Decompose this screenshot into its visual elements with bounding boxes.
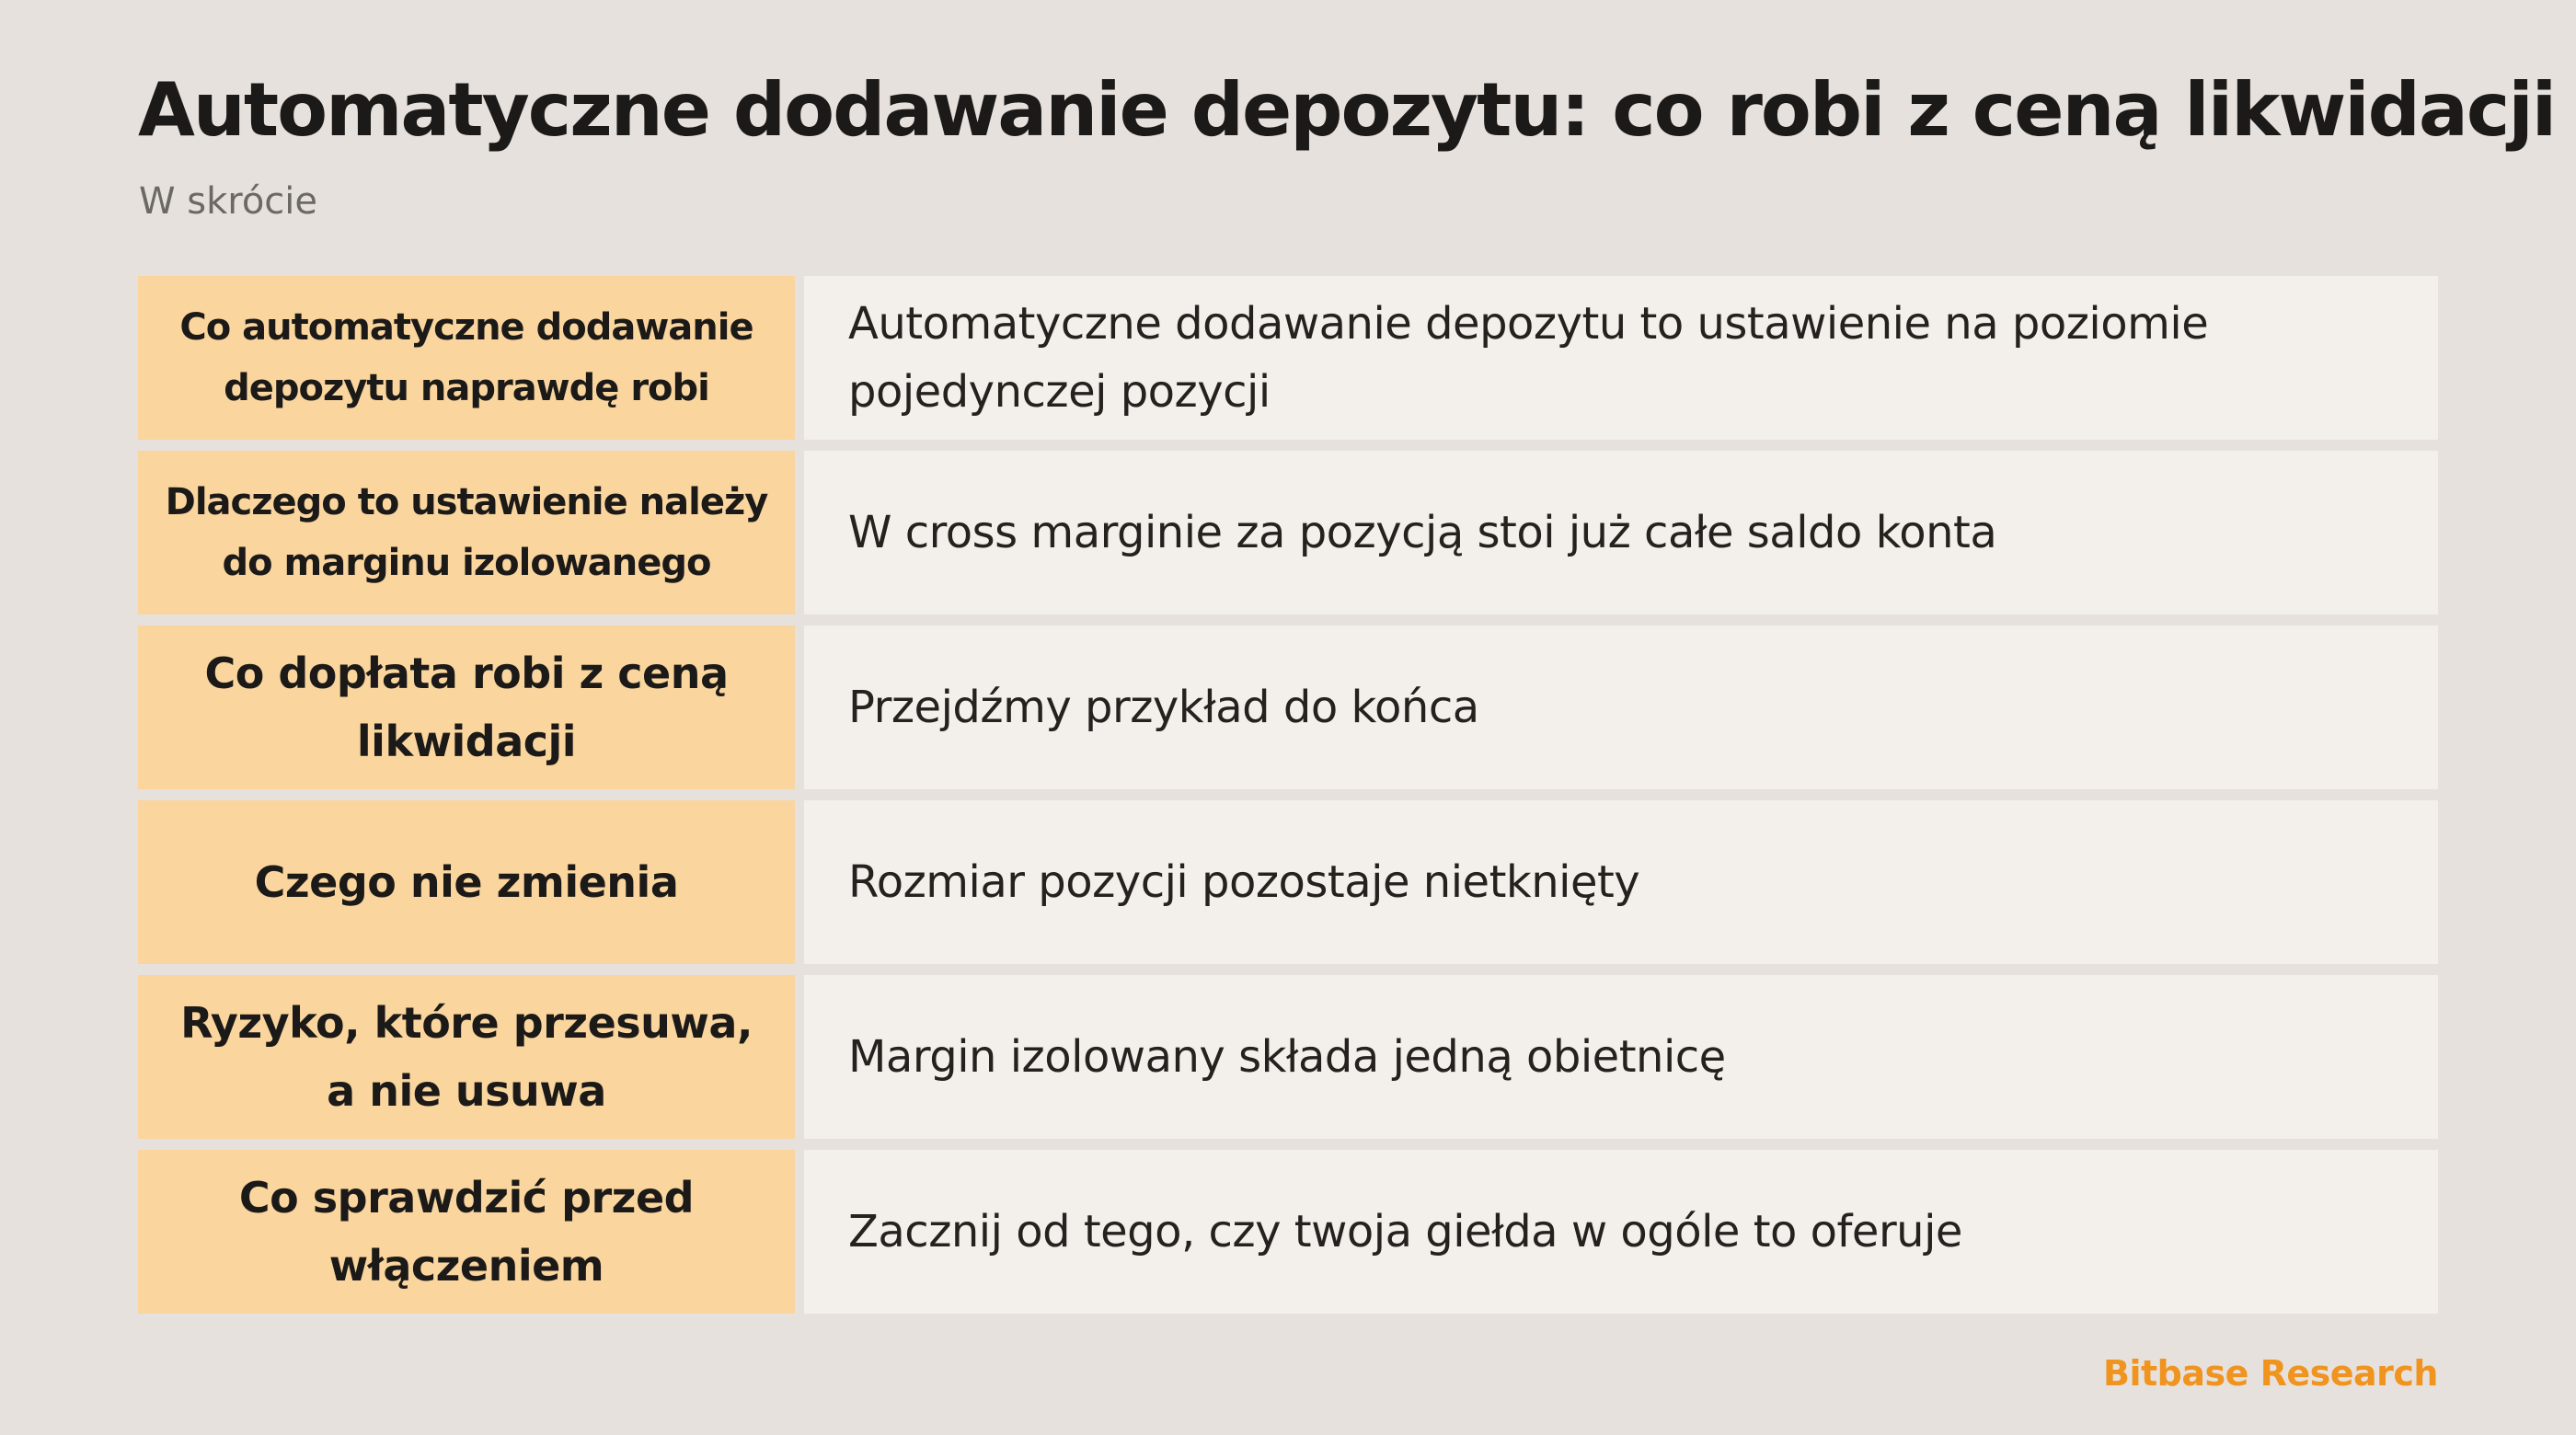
row-value: W cross marginie za pozycją stoi już całe saldo konta [804,451,2438,614]
table-row [138,276,2438,440]
row-label: Co automatyczne dodawanie depozytu naprawdę robi [138,276,795,440]
table-row [138,626,2438,789]
table-row [138,451,2438,614]
row-value: Margin izolowany składa jedną obietnicę [804,975,2438,1139]
table-row [138,975,2438,1139]
brand-logo-text: Bitbase Research [2102,1353,2438,1394]
row-label: Dlaczego to ustawienie należy do marginu izolowanego [138,451,795,614]
row-label: Ryzyko, które przesuwa, a nie usuwa [138,975,795,1139]
row-label: Co sprawdzić przed włączeniem [138,1150,795,1314]
summary-table [138,276,2438,1314]
row-value: Rozmiar pozycji pozostaje nietknięty [804,800,2438,964]
table-row [138,800,2438,964]
page-title: Automatyczne dodawanie depozytu: co robi z ceną likwidacji [138,67,2556,153]
row-value: Zacznij od tego, czy twoja giełda w ogóle to oferuje [804,1150,2438,1314]
row-value: Przejdźmy przykład do końca [804,626,2438,789]
table-row [138,1150,2438,1314]
row-label: Czego nie zmienia [138,800,795,964]
row-value: Automatyczne dodawanie depozytu to ustawienie na poziomie pojedynczej pozycji [804,276,2438,440]
page-subtitle: W skrócie [139,180,318,223]
row-label: Co dopłata robi z ceną likwidacji [138,626,795,789]
